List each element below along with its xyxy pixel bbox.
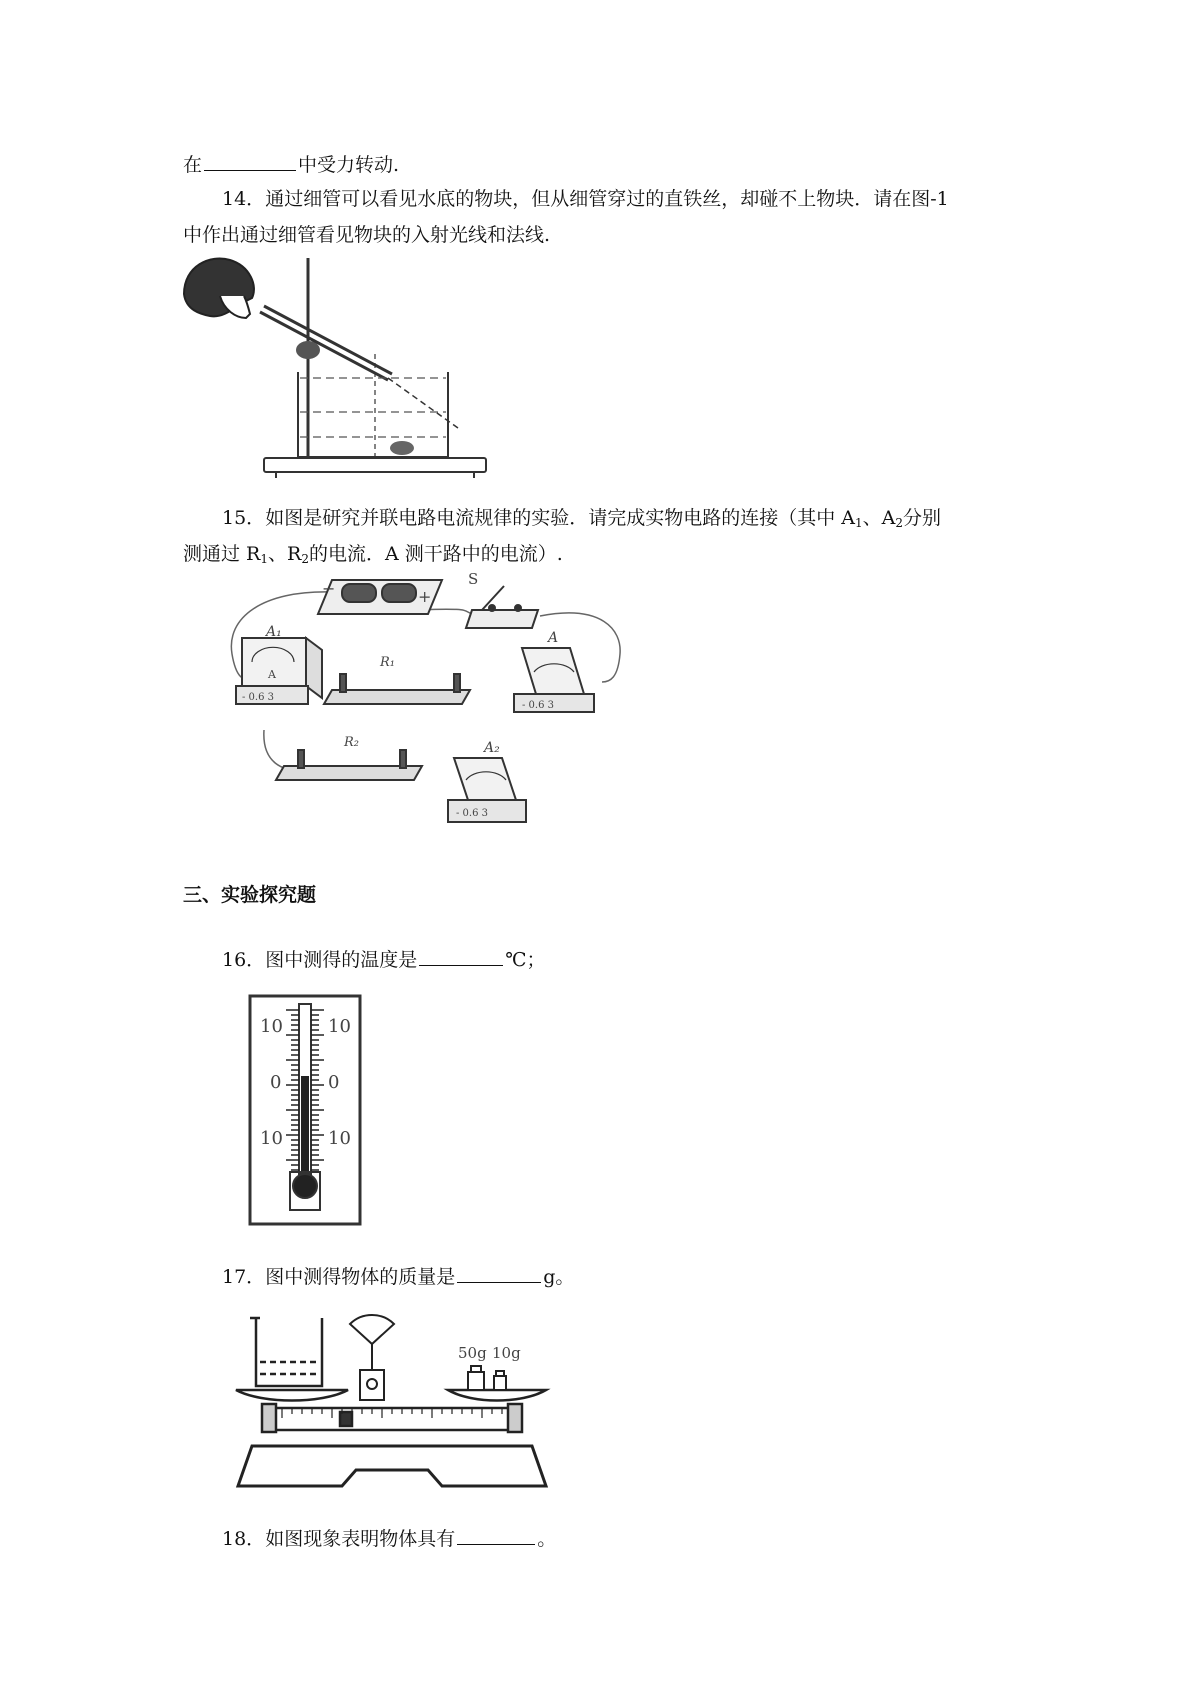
q15-text1c: 分别: [902, 507, 941, 529]
weight-50g-label: 50g: [458, 1344, 487, 1362]
battery-minus-label: −: [322, 579, 336, 598]
q14-figure: [180, 252, 520, 484]
q14-text1: 通过细管可以看见水底的物块，但从细管穿过的直铁丝，却碰不上物块．请在图-1: [265, 188, 949, 210]
scale-bottom-right: 10: [328, 1128, 351, 1149]
q15-sub4: 2: [301, 552, 309, 566]
q14-number: 14．: [222, 188, 266, 210]
q15-line1: [222, 505, 941, 536]
q13-after: 中受力转动.: [298, 154, 400, 176]
q15-text1b: 、A: [862, 507, 896, 529]
q13-tail: [183, 150, 399, 178]
q17-text: 图中测得物体的质量是: [265, 1266, 456, 1288]
weight-10g-label: 10g: [492, 1344, 521, 1362]
q17-number: 17．: [222, 1266, 266, 1288]
ammeter-a1-face: A: [268, 668, 276, 681]
q16-answer-blank[interactable]: [419, 945, 503, 966]
scale-mid-left: 0: [270, 1072, 282, 1093]
scale-mid-right: 0: [328, 1072, 340, 1093]
viewer-head-icon: [184, 258, 254, 318]
pointer-scale: [350, 1315, 394, 1400]
q15-text1a: 如图是研究并联电路电流规律的实验．请完成实物电路的连接（其中 A: [265, 507, 855, 529]
ammeter-a2-terminals: - 0.6 3: [456, 808, 489, 819]
ammeter-a1-label: A₁: [266, 624, 282, 640]
weight-50g: [468, 1366, 484, 1390]
q15-text2a: 测通过 R: [183, 543, 261, 565]
ammeter-a-label: A: [548, 630, 559, 646]
q18-text: 如图现象表明物体具有: [265, 1528, 456, 1550]
section3-heading: 三、实验探究题: [183, 884, 317, 906]
q18-answer-blank[interactable]: [457, 1524, 535, 1545]
left-pan: [236, 1390, 348, 1401]
q15-text2b: 、R: [268, 543, 302, 565]
resistor-r2-label: R₂: [344, 735, 359, 750]
q17-unit: g。: [543, 1266, 575, 1288]
q18-question: [222, 1524, 556, 1552]
beaker-icon: [250, 1318, 322, 1386]
q15-circuit-figure: [222, 570, 662, 838]
tube-clamp: [296, 341, 320, 359]
right-pan: [448, 1390, 546, 1401]
ammeter-a2-label: A₂: [484, 740, 500, 756]
resistor-r1-label: R₁: [380, 655, 395, 670]
switch-label: S: [468, 570, 479, 588]
q15-number: 15．: [222, 507, 266, 529]
object-block: [390, 441, 414, 455]
q16-unit: ℃；: [505, 949, 546, 971]
q14-text2: 中作出通过细管看见物块的入射光线和法线.: [183, 224, 551, 246]
thin-tube: [260, 306, 392, 380]
q15-text2c: 的电流．A 测干路中的电流）.: [308, 543, 563, 565]
scale-top-right: 10: [328, 1016, 351, 1037]
q13-before: 在: [183, 154, 203, 176]
q16-question: [222, 945, 545, 973]
resistor-r1: [324, 674, 470, 704]
weight-10g: [494, 1371, 506, 1390]
q17-question: [222, 1262, 574, 1290]
q15-sub3: 1: [260, 552, 268, 566]
battery-plus-label: +: [418, 587, 432, 606]
q18-end: 。: [537, 1528, 557, 1550]
scale-top-left: 10: [260, 1016, 283, 1037]
q18-number: 18．: [222, 1528, 266, 1550]
q14-line2: [183, 222, 550, 248]
q17-answer-blank[interactable]: [457, 1262, 541, 1283]
scale-bottom-left: 10: [260, 1128, 283, 1149]
q14-line1: [222, 186, 949, 212]
q16-text: 图中测得的温度是: [265, 949, 418, 971]
water-tank: [298, 372, 448, 457]
stand-base: [264, 458, 486, 478]
q15-sub1: 1: [854, 516, 863, 530]
ammeter-a-terminals: - 0.6 3: [522, 700, 555, 711]
balance-figure: [232, 1310, 552, 1496]
switch-icon: [466, 586, 538, 628]
q15-line2: [183, 541, 563, 572]
q13-answer-blank[interactable]: [204, 150, 296, 171]
q16-number: 16．: [222, 949, 266, 971]
thermometer-figure: [240, 990, 370, 1230]
q15-sub2: 2: [895, 516, 903, 530]
ammeter-a1-terminals: - 0.6 3: [242, 692, 275, 703]
resistor-r2: [276, 750, 422, 780]
balance-base: [238, 1446, 546, 1486]
water-surface: [300, 378, 446, 437]
